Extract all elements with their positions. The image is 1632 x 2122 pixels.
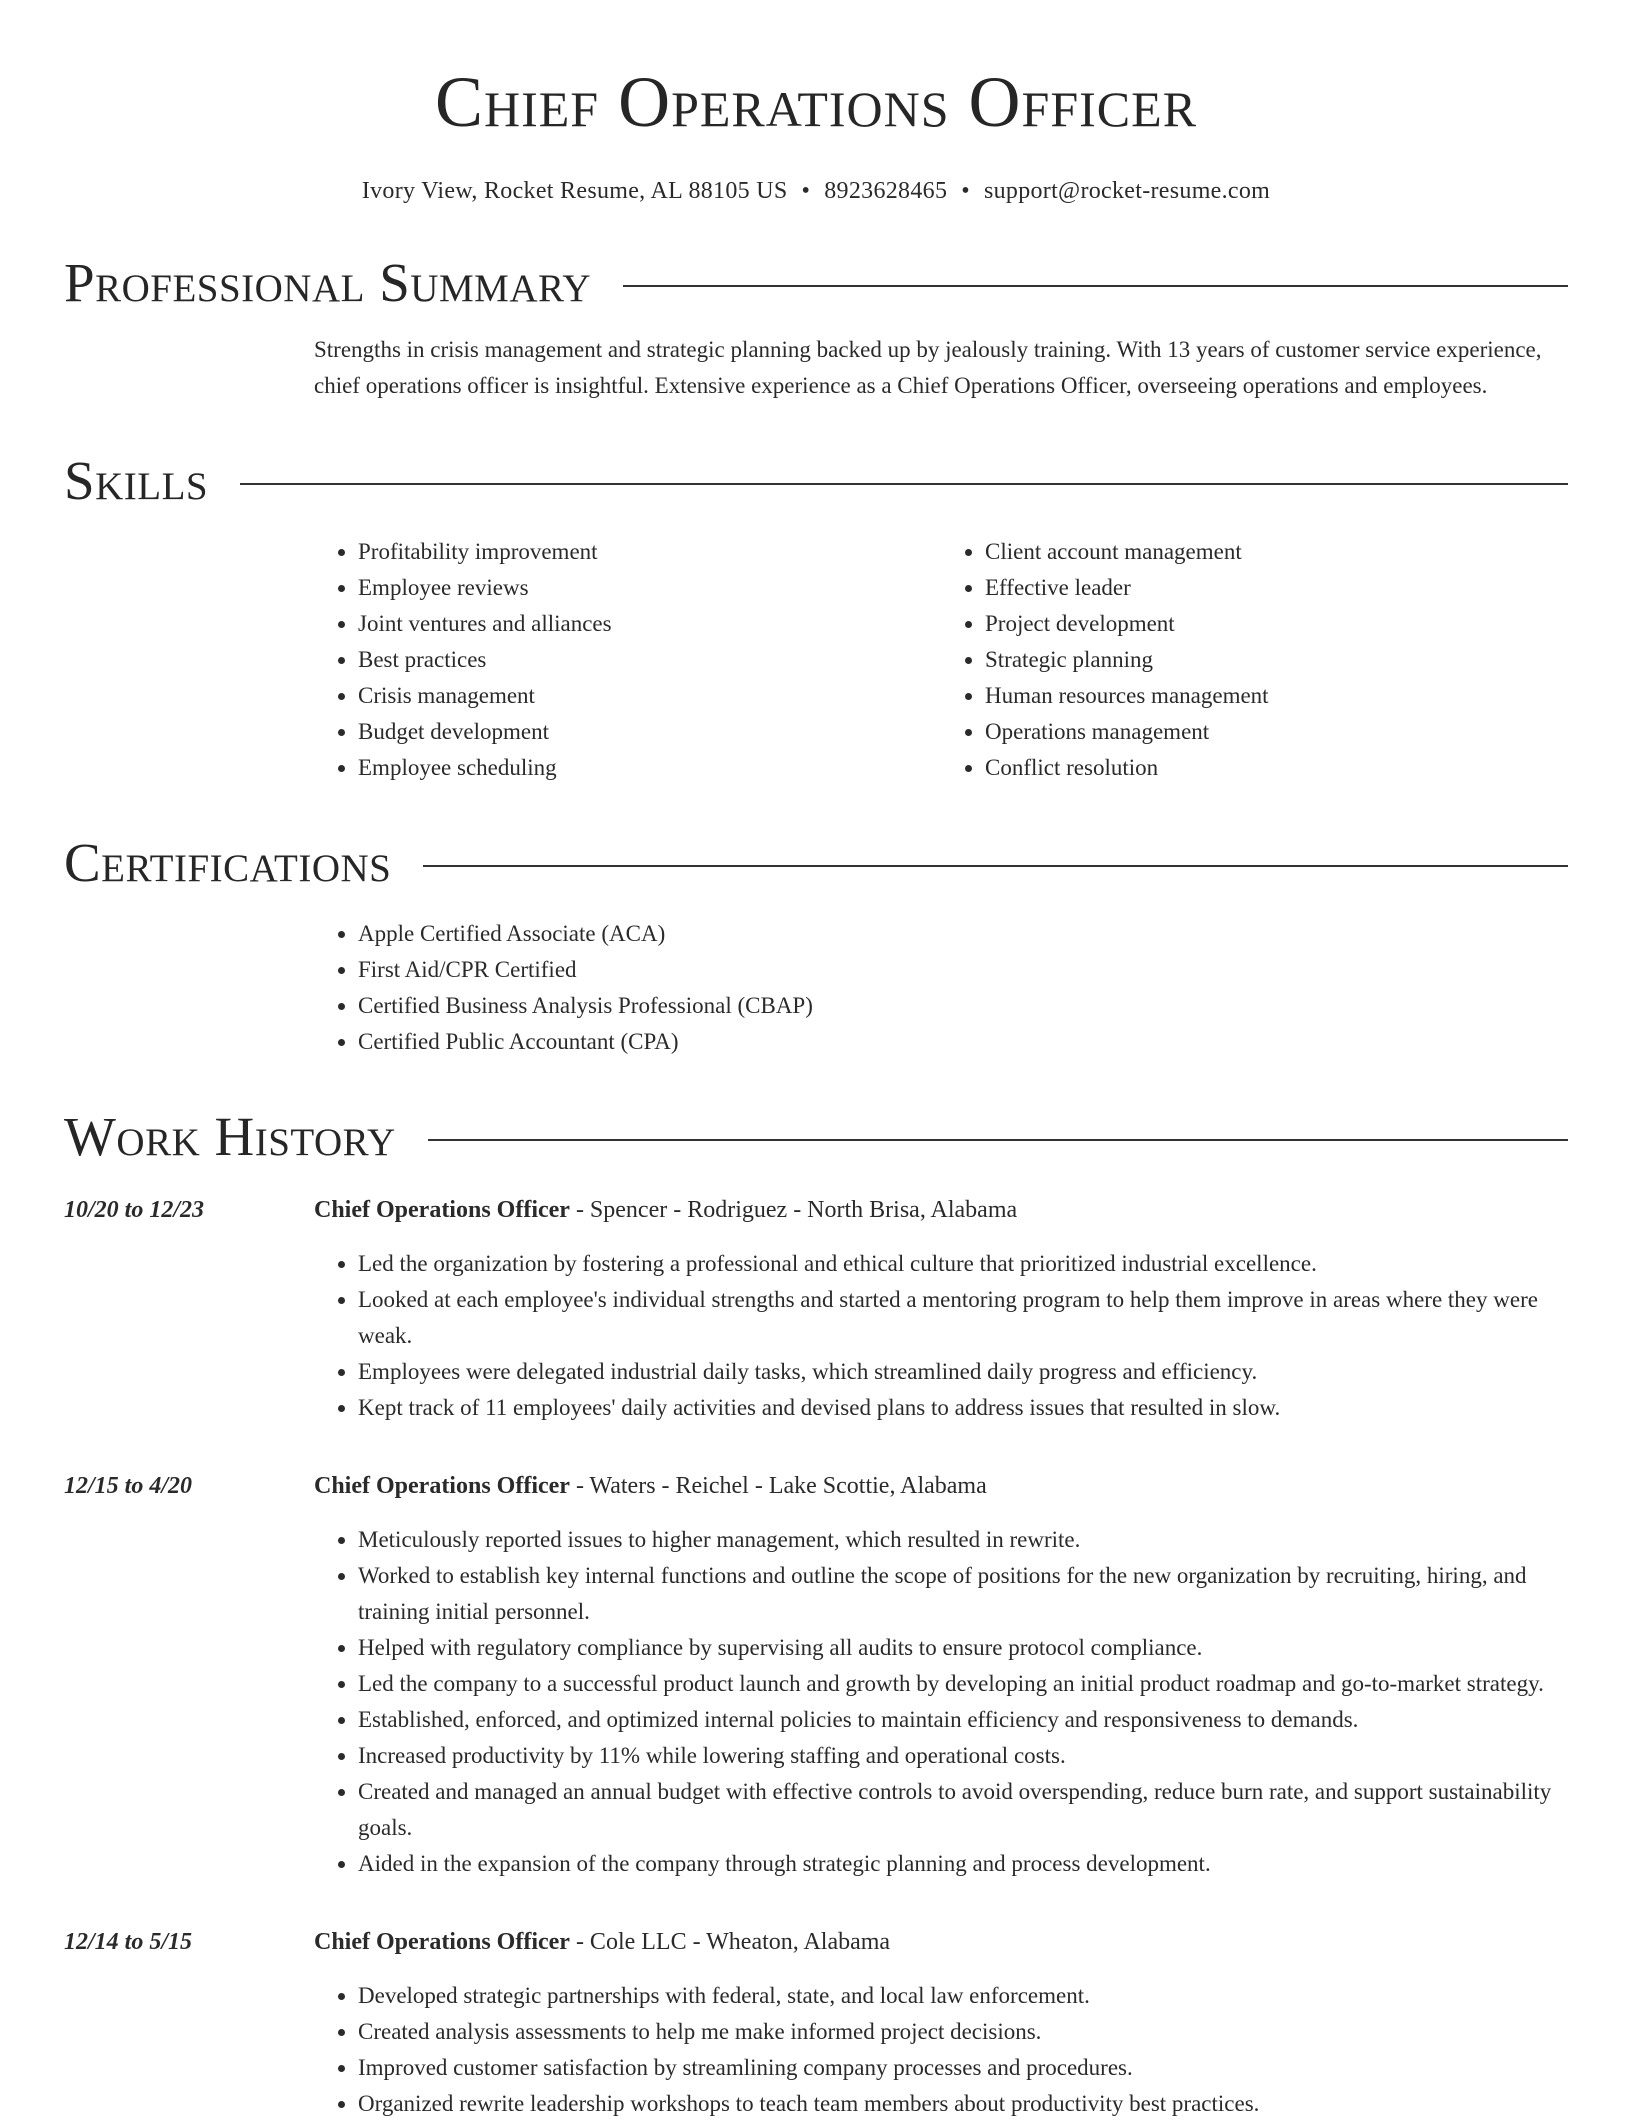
section-divider [428,1139,1568,1141]
certifications-list [314,916,1568,1060]
skills-list-left [314,534,941,786]
skill-item: • Effective leader [985,570,1568,606]
job-bullet: • Created analysis assessments to help me make informed project decisions. [358,2014,1568,2050]
skill-item: • Operations management [985,714,1568,750]
skill-item: • Project development [985,606,1568,642]
job-bullets [314,1246,1568,1426]
job-main [314,1192,1568,1426]
job-bullet: • Helped with regulatory compliance by supervising all audits to ensure protocol compliance. [358,1630,1568,1666]
job-bullet: • Kept track of 11 employees' daily activities and devised plans to address issues that resulted in slow. [358,1390,1568,1426]
skill-item: • Employee scheduling [358,750,941,786]
skill-item: • Human resources management [985,678,1568,714]
certification-item: • First Aid/CPR Certified [358,952,1568,988]
certification-item: • Certified Business Analysis Professional (CBAP) [358,988,1568,1024]
job-bullet: • Organized rewrite leadership workshops to teach team members about productivity best practices. [358,2086,1568,2122]
work-history-section-header [64,1106,1568,1168]
job-bullet: • Employees were delegated industrial daily tasks, which streamlined daily progress and efficiency. [358,1354,1568,1390]
job-bullets [314,1522,1568,1882]
section-divider [623,285,1568,287]
summary-section-header [64,252,1568,314]
skill-item: • Best practices [358,642,941,678]
skills-grid [314,534,1568,786]
job-bullet: • Developed strategic partnerships with federal, state, and local law enforcement. [358,1978,1568,2014]
phone: 8923628465 [824,178,948,204]
skill-item: • Client account management [985,534,1568,570]
certifications-body [314,916,1568,1060]
job-title-line [314,1468,1568,1504]
job-bullet: • Led the organization by fostering a professional and ethical culture that prioritized industrial excellence. [358,1246,1568,1282]
job-bullet: • Created and managed an annual budget with effective controls to avoid overspending, reduce burn rate, and support sustainability goals. [358,1774,1568,1846]
separator: • [961,178,970,204]
job-bullets [314,1978,1568,2122]
job-dates: 12/15 to 4/20 [64,1473,193,1499]
job-bullet: • Looked at each employee's individual strengths and started a mentoring program to help them improve in areas where they were weak. [358,1282,1568,1354]
job-bullet: • Worked to establish key internal functions and outline the scope of positions for the new organization by recruiting, hiring, and training initial personnel. [358,1558,1568,1630]
section-title: Certifications [64,832,392,893]
job-bullet: • Increased productivity by 11% while lowering staffing and operational costs. [358,1738,1568,1774]
certification-item: • Certified Public Accountant (CPA) [358,1024,1568,1060]
resume-header [64,0,1568,206]
skill-item: • Conflict resolution [985,750,1568,786]
section-title: Work History [64,1106,396,1167]
skill-item: • Crisis management [358,678,941,714]
job-bullet: • Aided in the expansion of the company through strategic planning and process development. [358,1846,1568,1882]
summary-body [314,332,1568,404]
job-details: - Cole LLC - Wheaton, Alabama [569,1929,891,1955]
skill-item: • Joint ventures and alliances [358,606,941,642]
section-title: Professional Summary [64,252,592,313]
skill-item: • Employee reviews [358,570,941,606]
skills-list-right [941,534,1568,786]
job-title-line [314,1924,1568,1960]
job-entry [64,1192,1568,1426]
separator: • [801,178,811,204]
job-title: Chief Operations Officer [314,1929,570,1955]
skills-body [314,534,1568,786]
job-dates: 10/20 to 12/23 [64,1197,205,1223]
job-bullet: • Meticulously reported issues to higher management, which resulted in rewrite. [358,1522,1568,1558]
job-title: Chief Operations Officer [314,1197,570,1223]
skill-item: • Budget development [358,714,941,750]
certification-item: • Apple Certified Associate (ACA) [358,916,1568,952]
job-entry [64,1468,1568,1882]
job-bullet: • Established, enforced, and optimized internal policies to maintain efficiency and responsiveness to demands. [358,1702,1568,1738]
section-title: Skills [64,450,209,511]
job-title-line [314,1192,1568,1228]
summary-text: Strengths in crisis management and strategic planning backed up by jealously training. With 13 years of customer service experience, chief operations officer is insightful. Extensive experience as a Chief Operations Officer, overseeing operations and employees. [314,337,1542,398]
candidate-name: Chief Operations Officer [434,62,1198,142]
job-bullet: • Improved customer satisfaction by streamlining company processes and procedures. [358,2050,1568,2086]
certifications-section-header [64,832,1568,894]
job-main [314,1924,1568,2122]
job-main [314,1468,1568,1882]
job-title: Chief Operations Officer [314,1473,570,1499]
job-dates: 12/14 to 5/15 [64,1929,193,1955]
email: support@rocket-resume.com [983,178,1271,204]
address: Ivory View, Rocket Resume, AL 88105 US [361,178,788,204]
job-entry [64,1924,1568,2122]
section-divider [423,865,1568,867]
skills-section-header [64,450,1568,512]
section-divider [240,483,1568,485]
job-bullet: • Led the company to a successful product launch and growth by developing an initial product roadmap and go-to-market strategy. [358,1666,1568,1702]
job-details: - Spencer - Rodriguez - North Brisa, Alabama [569,1197,1018,1223]
skill-item: • Profitability improvement [358,534,941,570]
job-details: - Waters - Reichel - Lake Scottie, Alabama [569,1473,987,1499]
contact-line [64,176,1568,206]
skill-item: • Strategic planning [985,642,1568,678]
